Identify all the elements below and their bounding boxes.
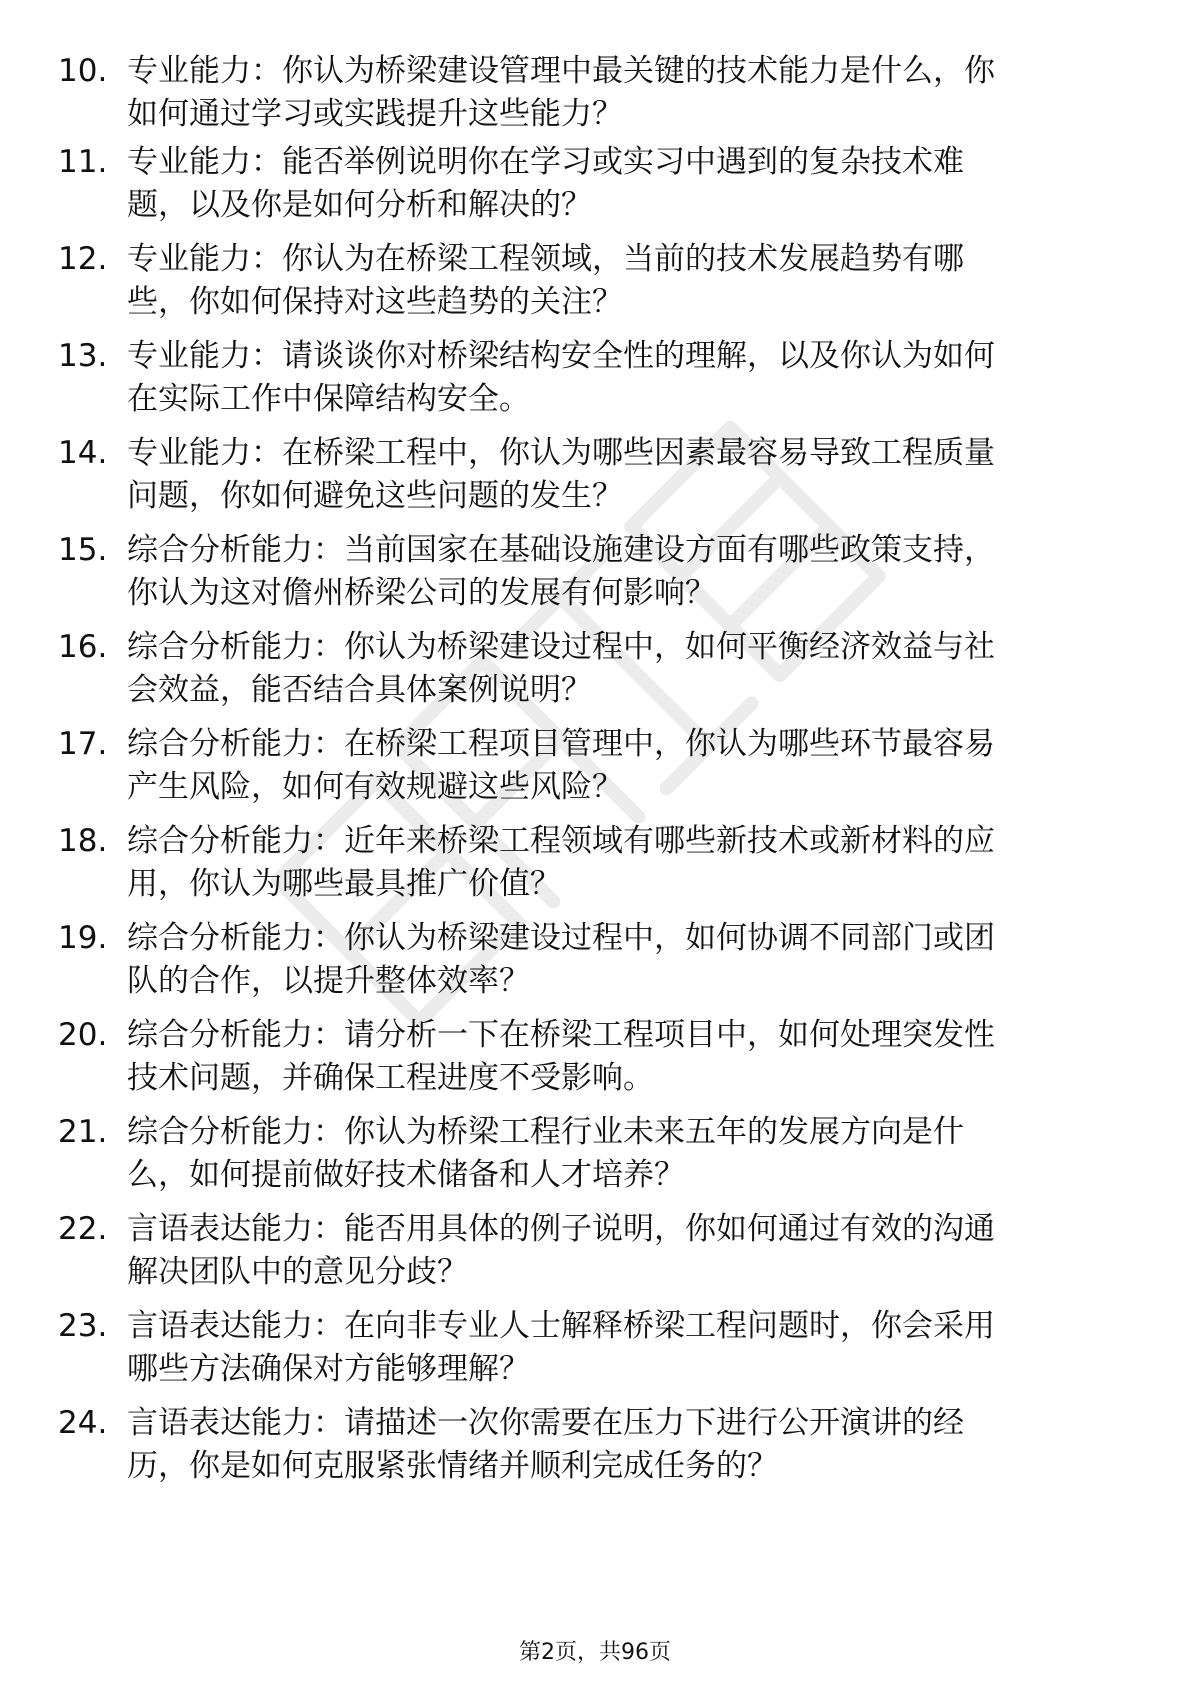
question-text-line: 言语表达能力：能否用具体的例子说明，你如何通过有效的沟通 [127,1211,995,1247]
question-text-line: 哪些方法确保对方能够理解？ [127,1351,530,1387]
question-text-line: 会效益，能否结合具体案例说明？ [127,672,592,708]
question-text-line: 综合分析能力：请分析一下在桥梁工程项目中，如何处理突发性 [127,1017,995,1053]
question-number: 18. [58,823,108,859]
question-item [58,141,1118,227]
question-text-line: 专业能力：你认为在桥梁工程领域，当前的技术发展趋势有哪 [127,241,964,277]
question-text-line: 综合分析能力：你认为桥梁建设过程中，如何协调不同部门或团 [127,920,995,956]
question-item [58,626,1118,712]
question-number: 17. [58,726,108,762]
question-item [58,50,1118,136]
question-text-line: 问题，你如何避免这些问题的发生？ [127,478,623,514]
question-number: 12. [58,241,108,277]
question-number: 14. [58,435,108,471]
question-number: 24. [58,1405,108,1441]
question-text-line: 队的合作，以提升整体效率？ [127,963,530,999]
question-item [58,1402,1118,1488]
question-text-line: 综合分析能力：你认为桥梁工程行业未来五年的发展方向是什 [127,1114,964,1150]
question-number: 22. [58,1211,108,1247]
question-item [58,1305,1118,1391]
question-text-line: 历，你是如何克服紧张情绪并顺利完成任务的？ [127,1448,778,1484]
question-text-line: 你认为这对儋州桥梁公司的发展有何影响？ [127,575,716,611]
question-item [58,529,1118,615]
question-text-line: 综合分析能力：近年来桥梁工程领域有哪些新技术或新材料的应 [127,823,995,859]
question-item [58,723,1118,809]
question-text-line: 在实际工作中保障结构安全。 [127,381,530,417]
question-item [58,238,1118,324]
question-text-line: 专业能力：能否举例说明你在学习或实习中遇到的复杂技术难 [127,144,964,180]
question-item [58,917,1118,1003]
question-number: 13. [58,338,108,374]
question-text-line: 解决团队中的意见分歧？ [127,1254,468,1290]
question-item [58,820,1118,906]
question-text-line: 技术问题，并确保工程进度不受影响。 [127,1060,654,1096]
question-item [58,1208,1118,1294]
question-number: 10. [58,53,108,89]
question-number: 16. [58,629,108,665]
question-text-line: 些，你如何保持对这些趋势的关注？ [127,284,623,320]
question-item [58,1111,1118,1197]
question-item [58,335,1118,421]
question-text-line: 如何通过学习或实践提升这些能力？ [127,96,623,132]
question-number: 11. [58,144,108,180]
question-text-line: 综合分析能力：当前国家在基础设施建设方面有哪些政策支持， [127,532,995,568]
question-number: 20. [58,1017,108,1053]
question-text-line: 专业能力：在桥梁工程中，你认为哪些因素最容易导致工程质量 [127,435,995,471]
question-number: 15. [58,532,108,568]
question-text-line: 专业能力：你认为桥梁建设管理中最关键的技术能力是什么，你 [127,53,995,89]
question-item [58,432,1118,518]
question-text-line: 综合分析能力：在桥梁工程项目管理中，你认为哪些环节最容易 [127,726,995,762]
question-text-line: 产生风险，如何有效规避这些风险？ [127,769,623,805]
question-item [58,1014,1118,1100]
question-text-line: 言语表达能力：请描述一次你需要在压力下进行公开演讲的经 [127,1405,964,1441]
question-text-line: 么，如何提前做好技术储备和人才培养？ [127,1157,685,1193]
question-text-line: 言语表达能力：在向非专业人士解释桥梁工程问题时，你会采用 [127,1308,995,1344]
question-text-line: 专业能力：请谈谈你对桥梁结构安全性的理解，以及你认为如何 [127,338,995,374]
question-number: 21. [58,1114,108,1150]
question-text-line: 题，以及你是如何分析和解决的？ [127,187,592,223]
question-number: 23. [58,1308,108,1344]
question-number: 19. [58,920,108,956]
page-number-footer: 第2页，共96页 [519,1640,671,1665]
question-text-line: 用，你认为哪些最具推广价值？ [127,866,561,902]
question-text-line: 综合分析能力：你认为桥梁建设过程中，如何平衡经济效益与社 [127,629,995,665]
